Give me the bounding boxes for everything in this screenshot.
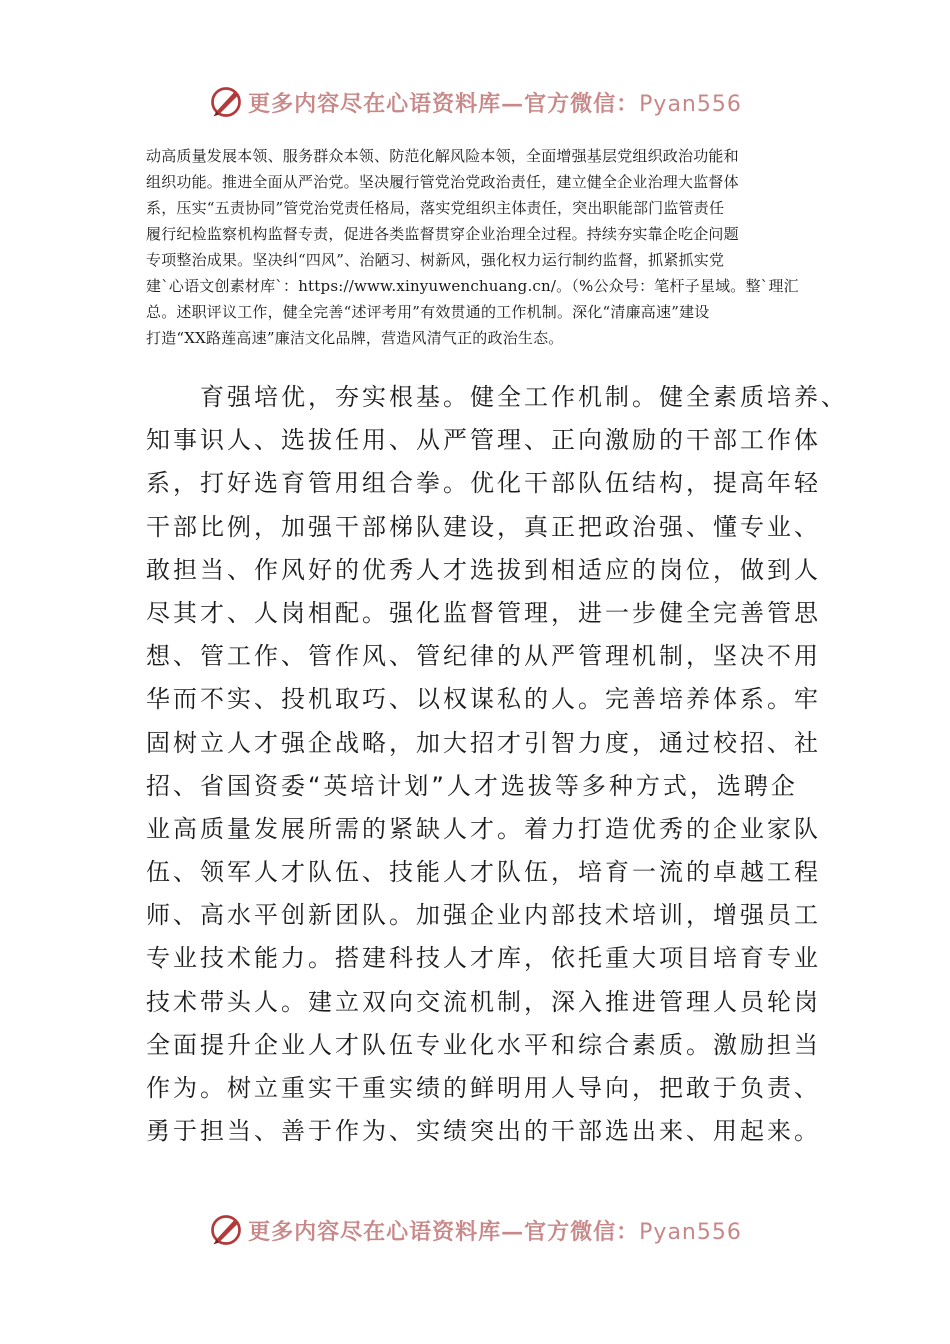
small-paragraph-line: 专项整治成果。坚决纠“四风”、治陋习、树新风，强化权力运行制约监督，抓紧抓实党 <box>146 251 725 269</box>
main-paragraph-line: 育强培优，夯实根基。健全工作机制。健全素质培养、 <box>146 383 848 411</box>
main-paragraph-line: 尽其才、人岗相配。强化监督管理，进一步健全完善管思 <box>146 598 821 627</box>
small-paragraph-line: 总。述职评议工作，健全完善“述评考用”有效贯通的工作机制。深化“清廉高速”建设 <box>146 303 710 321</box>
main-paragraph-line: 伍、领军人才队伍、技能人才队伍，培育一流的卓越工程 <box>146 858 821 887</box>
small-paragraph-line: 打造“XX路莲高速”廉洁文化品牌，营造风清气正的政治生态。 <box>146 329 564 347</box>
header-banner-label: 更多内容尽在心语资料库—官方微信： <box>248 90 640 117</box>
main-paragraph-line: 华而不实、投机取巧、以权谋私的人。完善培养体系。牢 <box>146 685 821 714</box>
pen-logo-icon <box>208 1212 244 1248</box>
footer-banner-text <box>248 1215 742 1246</box>
footer-banner <box>0 1210 950 1250</box>
main-paragraph-line: 系，打好选育管用组合拳。优化干部队伍结构，提高年轻 <box>146 469 821 498</box>
header-banner-text <box>248 87 742 118</box>
main-paragraph-line: 专业技术能力。搭建科技人才库，依托重大项目培育专业 <box>146 944 821 973</box>
header-wechat-id: Pyan556 <box>639 91 742 117</box>
main-paragraph-line: 想、管工作、管作风、管纪律的从严管理机制，坚决不用 <box>146 642 821 671</box>
main-paragraph-line: 全面提升企业人才队伍专业化水平和综合素质。激励担当 <box>146 1030 821 1059</box>
main-paragraph-line: 固树立人才强企战略，加大招才引智力度，通过校招、社 <box>146 728 821 757</box>
main-paragraph-line: 业高质量发展所需的紧缺人才。着力打造优秀的企业家队 <box>146 814 821 843</box>
small-paragraph-line: 系，压实“五责协同”管党治党责任格局，落实党组织主体责任，突出职能部门监管责任 <box>146 199 725 217</box>
main-paragraph-line: 技术带头人。建立双向交流机制，深入推进管理人员轮岗 <box>146 987 821 1016</box>
footer-wechat-id: Pyan556 <box>639 1219 742 1245</box>
main-paragraph-line: 干部比例，加强干部梯队建设，真正把政治强、懂专业、 <box>146 512 821 541</box>
main-paragraph-line: 作为。树立重实干重实绩的鲜明用人导向，把敢于负责、 <box>146 1074 821 1102</box>
main-paragraph-line: 招、省国资委“英培计划”人才选拔等多种方式，选聘企 <box>146 771 798 800</box>
header-banner <box>0 82 950 122</box>
small-paragraph-line: 组织功能。推进全面从严治党。坚决履行管党治党政治责任，建立健全企业治理大监督体 <box>146 173 739 191</box>
main-paragraph <box>146 376 848 1153</box>
pen-logo-icon <box>208 84 244 120</box>
main-paragraph-line: 知事识人、选拔任用、从严管理、正向激励的干部工作体 <box>146 426 821 455</box>
main-paragraph-line: 勇于担当、善于作为、实绩突出的干部选出来、用起来。 <box>146 1117 821 1146</box>
small-paragraph-line: 履行纪检监察机构监督专责，促进各类监督贯穿企业治理全过程。持续夯实靠企吃企问题 <box>146 225 739 243</box>
footer-banner-label: 更多内容尽在心语资料库—官方微信： <box>248 1218 640 1245</box>
small-paragraph-line: 建`心语文创素材库`：https://www.xinyuwenchuang.cn/。（%公众号：笔杆子星域。整`理汇 <box>146 277 799 295</box>
small-paragraph <box>146 143 826 351</box>
main-paragraph-line: 师、高水平创新团队。加强企业内部技术培训，增强员工 <box>146 901 821 930</box>
small-paragraph-line: 动高质量发展本领、服务群众本领、防范化解风险本领，全面增强基层党组织政治功能和 <box>146 147 739 165</box>
main-paragraph-line: 敢担当、作风好的优秀人才选拔到相适应的岗位，做到人 <box>146 555 821 584</box>
